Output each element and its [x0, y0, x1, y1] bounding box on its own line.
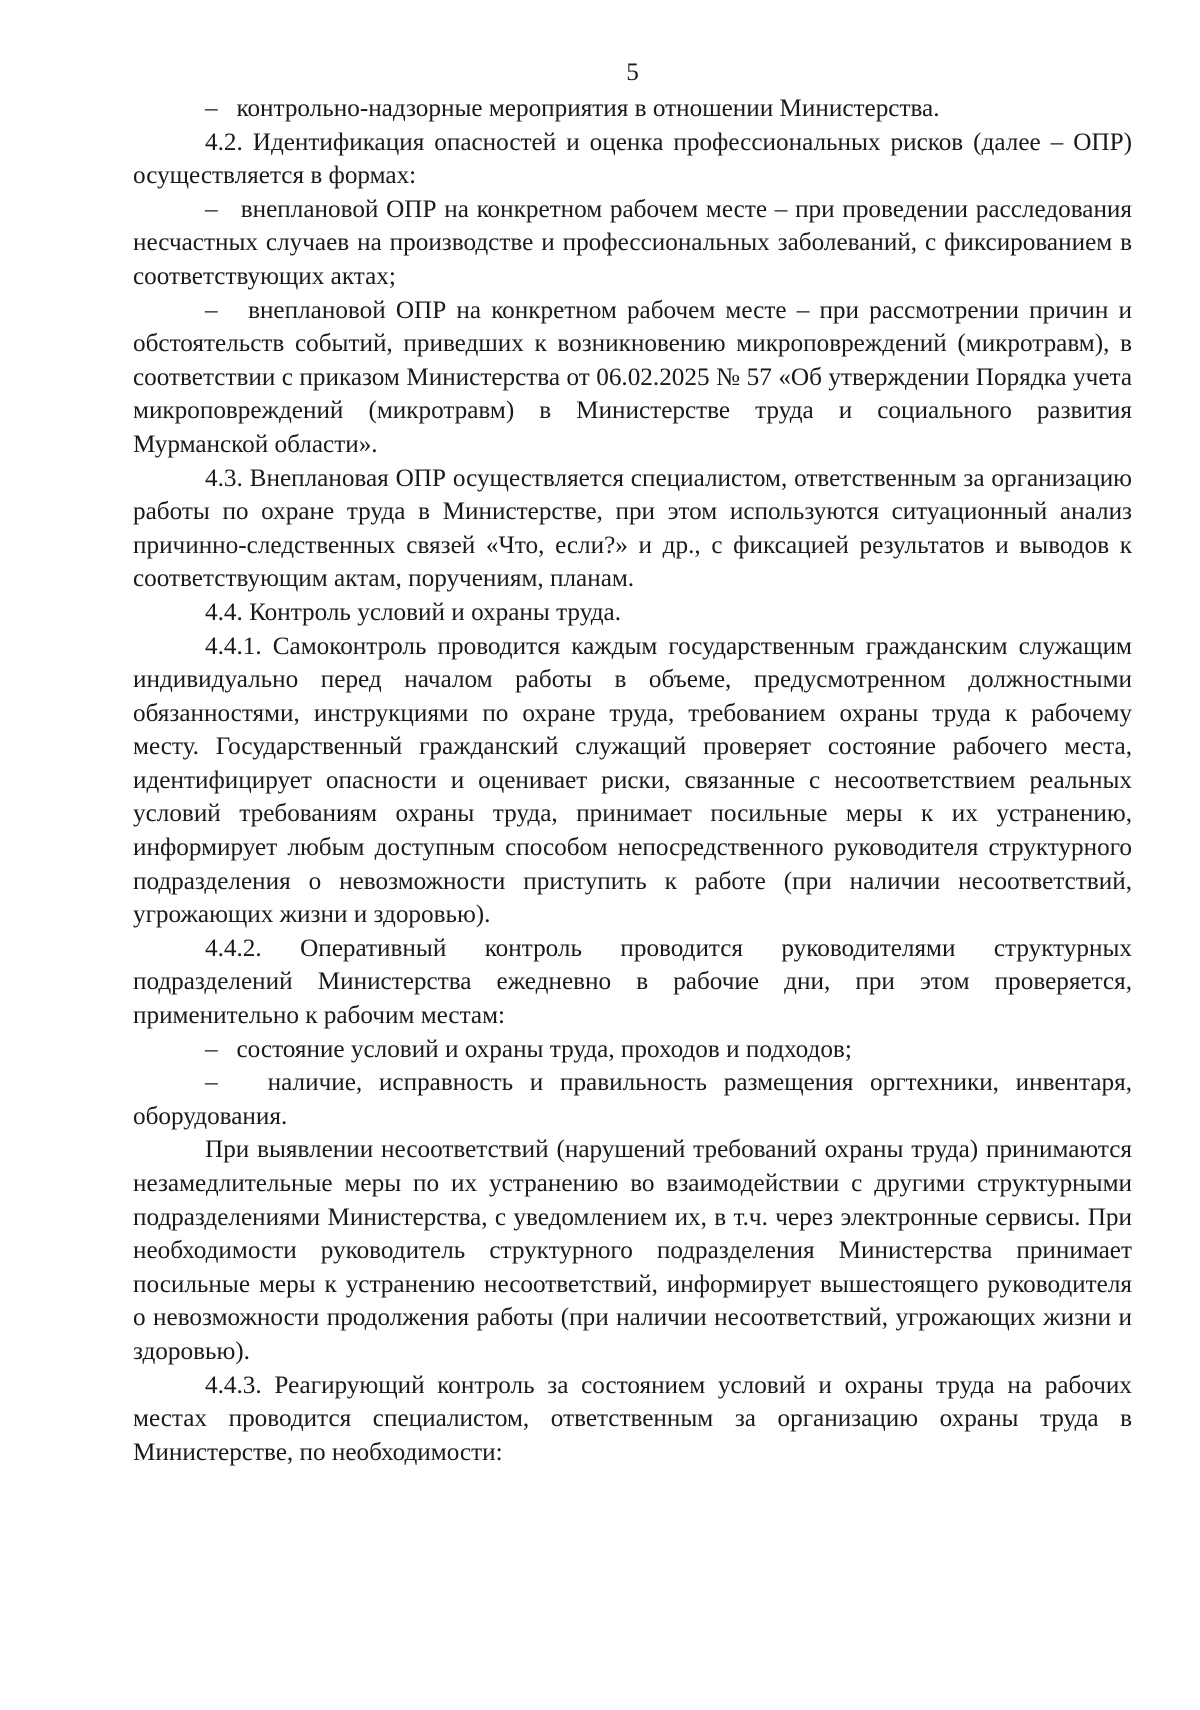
paragraph-4-2: 4.2. Идентификация опасностей и оценка профессиональных рисков (далее – ОПР) осуществляется в формах: [133, 128, 1132, 190]
bullet-unplanned-investigation: – внеплановой ОПР на конкретном рабочем месте – при проведении расследования несчастных случаев на производстве и профессиональных заболеваний, с фиксированием в соответствующих актах; [133, 195, 1132, 290]
paragraph-4-3: 4.3. Внеплановая ОПР осуществляется специалистом, ответственным за организацию работы по охране труда в Министерстве, при этом используются ситуационный анализ причинно-следственных связей «Что, если?» и др., с фиксацией результатов и выводов к соответствующим актам, поручениям, планам. [133, 464, 1132, 593]
paragraph-nonconformities: При выявлении несоответствий (нарушений требований охраны труда) принимаются незамедлительные меры по их устранению во взаимодействии с другими структурными подразделениями Министерства, с уведомлением их, в т.ч. через электронные сервисы. При необходимости руководитель структурного подразделения Министерства принимает посильные меры к устранению несоответствий, информирует вышестоящего руководителя о невозможности продолжения работы (при наличии несоответствий, угрожающих жизни и здоровью). [133, 1136, 1132, 1365]
bullet-equipment: – наличие, исправность и правильность размещения оргтехники, инвентаря, оборудования. [133, 1069, 1132, 1130]
paragraph-4-4-1: 4.4.1. Самоконтроль проводится каждым государственным гражданским служащим индивидуально перед началом работы в объеме, предусмотренном должностными обязанностями, инструкциями по охране труда, требованием охраны труда к рабочему месту. Государственный гражданский служащий проверяет состояние рабочего места, идентифицирует опасности и оценивает риски, связанные с несоответствием реальных условий требованиям охраны труда, принимает посильные меры к их устранению, информирует любым доступным способом непосредственного руководителя структурного подразделения о невозможности приступить к работе (при наличии несоответствий, угрожающих жизни и здоровью). [133, 632, 1132, 929]
bullet-conditions-state: – состояние условий и охраны труда, проходов и подходов; [205, 1035, 852, 1063]
paragraph-4-4: 4.4. Контроль условий и охраны труда. [205, 598, 621, 626]
bullet-unplanned-microtrauma: – внеплановой ОПР на конкретном рабочем месте – при рассмотрении причин и обстоятельств событий, приведших к возникновению микроповреждений (микротравм), в соответствии с приказом Министерства от 06.02.2025 № 57 «Об утверждении Порядка учета микроповреждений (микротравм) в Министерстве труда и социального развития Мурманской области». [133, 296, 1132, 458]
bullet-control-measures: – контрольно-надзорные мероприятия в отношении Министерства. [205, 95, 940, 122]
page-number: 5 [626, 59, 639, 86]
paragraph-4-4-2: 4.4.2. Оперативный контроль проводится руководителями структурных подразделений Министерства ежедневно в рабочие дни, при этом проверяется, применительно к рабочим местам: [133, 934, 1132, 1030]
paragraph-4-4-3: 4.4.3. Реагирующий контроль за состоянием условий и охраны труда на рабочих местах проводится специалистом, ответственным за организацию охраны труда в Министерстве, по необходимости: [133, 1371, 1132, 1466]
